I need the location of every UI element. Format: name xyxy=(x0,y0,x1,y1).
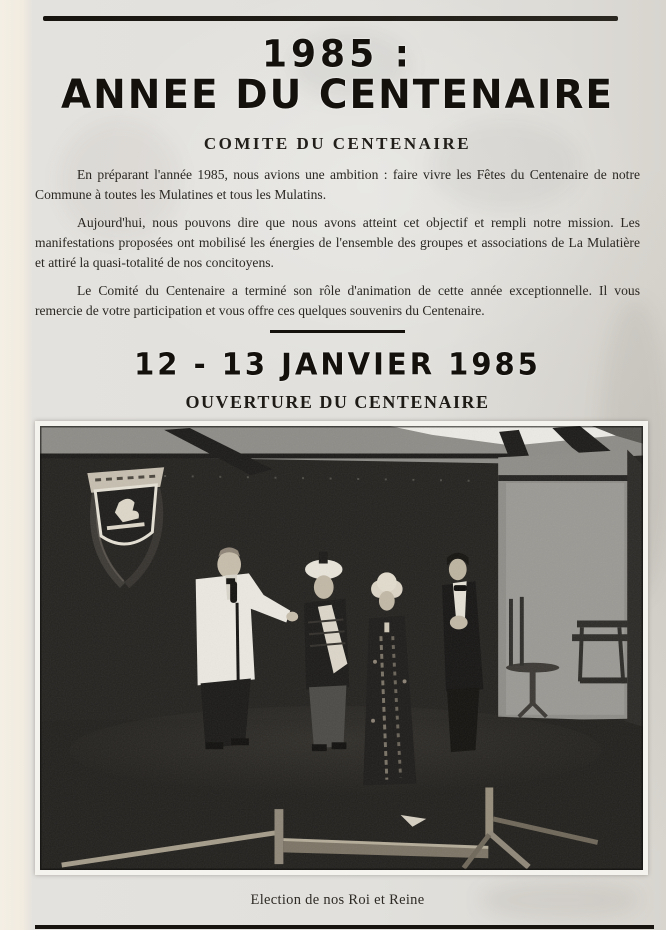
page-left-edge xyxy=(0,0,33,930)
photo-illustration xyxy=(40,426,643,870)
page-title xyxy=(35,35,640,117)
date-heading: 12 - 13 JANVIER 1985 xyxy=(134,346,541,382)
photo-caption: Election de nos Roi et Reine xyxy=(250,892,425,908)
top-rule xyxy=(43,16,618,21)
committee-heading: COMITE DU CENTENAIRE xyxy=(203,134,472,153)
photo-opening-ceremony xyxy=(35,421,648,875)
title-main: ANNEE DU CENTENAIRE xyxy=(60,72,615,119)
title-year: 1985 : xyxy=(261,33,414,76)
paragraph-bilan: Aujourd'hui, nous pouvons dire que nous avons atteint cet objectif et rempli notre mission. Les manifestations proposées ont mobilisé les énergies de l'ensemble des groupes et associations de La Mulatière et attiré la quasi-totalité de nos concitoyens. xyxy=(35,215,640,270)
intro-text xyxy=(35,165,640,321)
section-divider xyxy=(270,330,405,333)
photo-grain xyxy=(40,426,643,870)
page-content xyxy=(35,16,652,929)
bottom-rule xyxy=(35,925,654,929)
opening-heading: OUVERTURE DU CENTENAIRE xyxy=(185,392,490,412)
paragraph-remerciement: Le Comité du Centenaire a terminé son rôle d'animation de cette année exceptionnelle. Il vous remercie de votre participation et vous offre ces quelques souvenirs du Centenaire. xyxy=(35,283,640,318)
paragraph-ambition: En préparant l'année 1985, nous avions une ambition : faire vivre les Fêtes du Centenaire de notre Commune à toutes les Mulatines et tous les Mulatins. xyxy=(35,167,640,202)
